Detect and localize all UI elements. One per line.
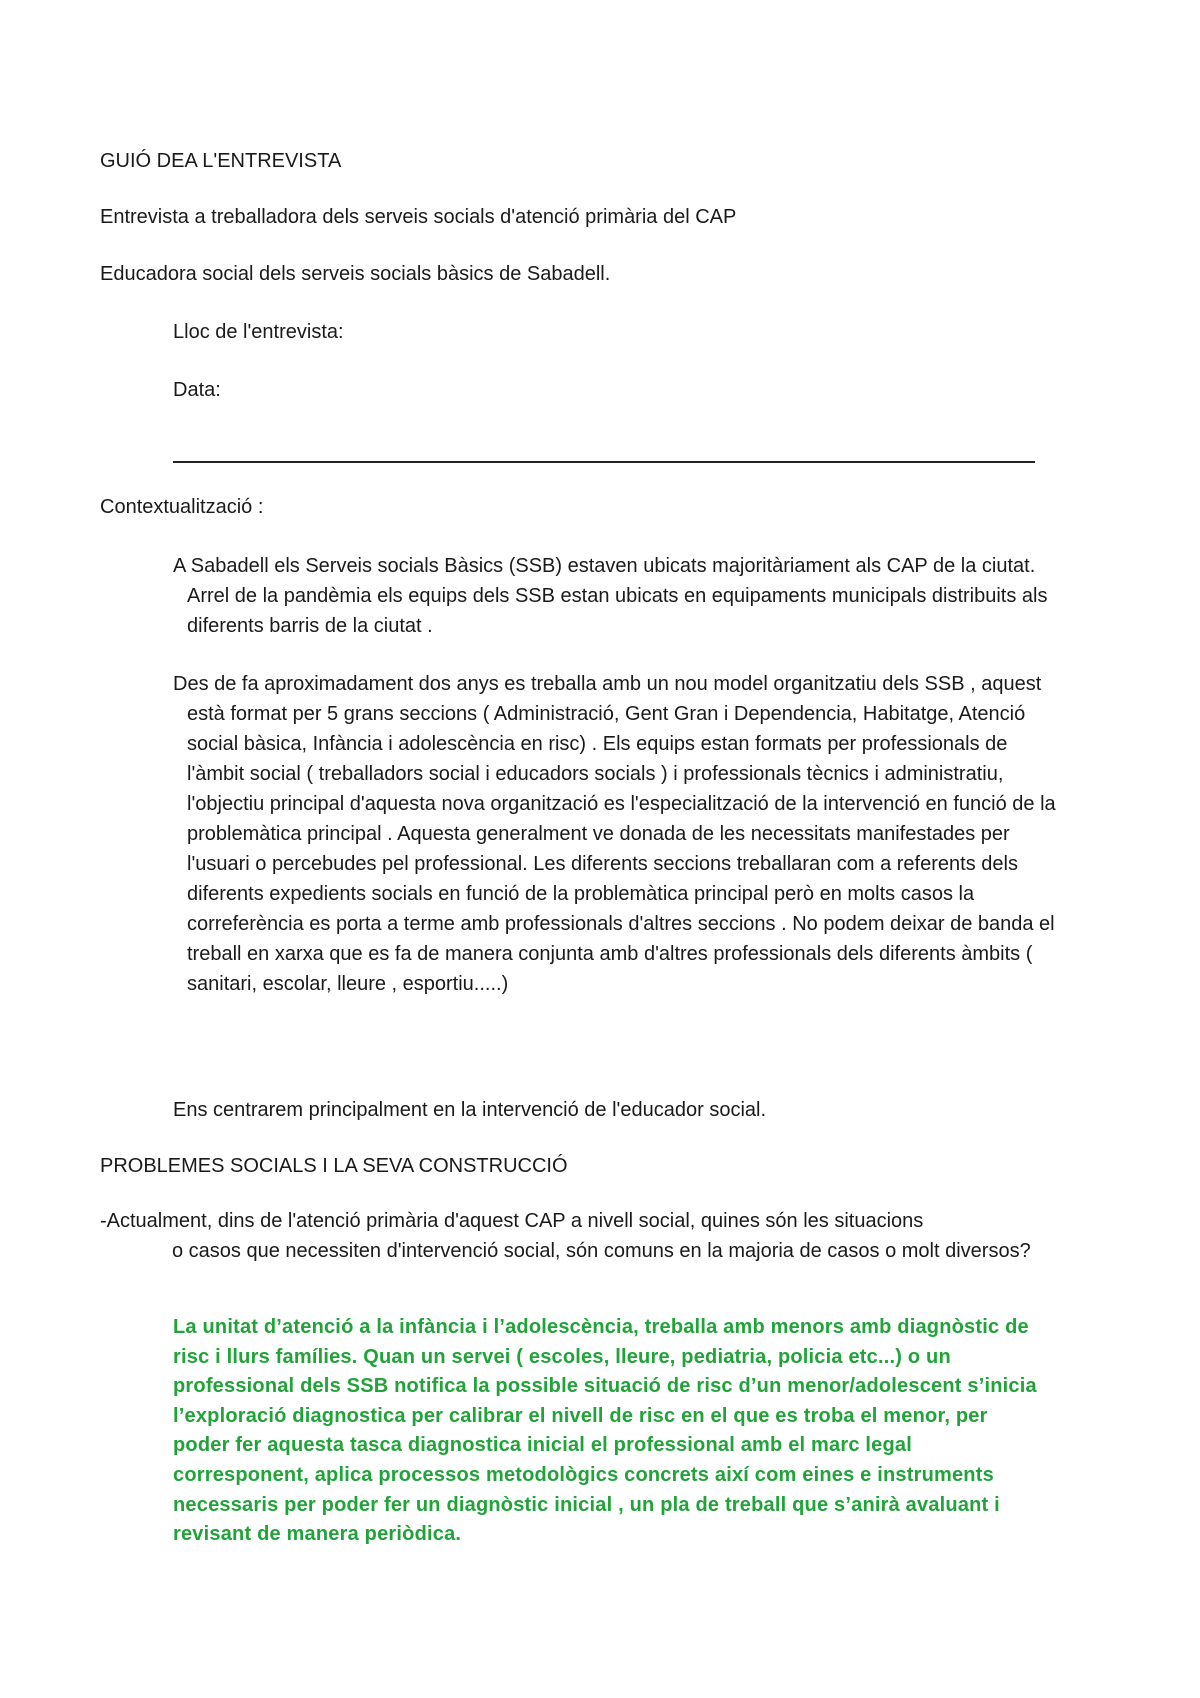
intro-line-role: Educadora social dels serveis socials bàsics de Sabadell. bbox=[100, 263, 611, 285]
place-label: Lloc de l'entrevista: bbox=[173, 321, 344, 343]
question-1-first-line: -Actualment, dins de l'atenció primària d'aquest CAP a nivell social, quines són les situacions bbox=[100, 1210, 924, 1232]
document-title: GUIÓ DEA L'ENTREVISTA bbox=[100, 150, 342, 172]
section-heading: PROBLEMES SOCIALS I LA SEVA CONSTRUCCIÓ bbox=[100, 1155, 568, 1177]
horizontal-rule bbox=[173, 461, 1035, 463]
context-paragraph-focus: Ens centrarem principalment en la intervenció de l'educador social. bbox=[173, 1099, 767, 1121]
context-heading: Contextualització : bbox=[100, 496, 264, 518]
context-paragraph-location: A Sabadell els Serveis socials Bàsics (SSB) estaven ubicats majoritàriament als CAP de la ciutat. Arrel de la pandèmia els equips dels SSB estan ubicats en equipaments municipals distribuits als diferents barris de la ciutat . bbox=[173, 555, 1048, 637]
date-label: Data: bbox=[173, 379, 221, 401]
question-1 bbox=[100, 1206, 1045, 1266]
answer-1: La unitat d’atenció a la infància i l’adolescència, treballa amb menors amb diagnòstic de risc i llurs famílies. Quan un servei ( escoles, lleure, pediatria, policia etc...) o un professional dels SSB notifica la possible situació de risc d’un menor/adolescent s’inicia l’exploració diagnostica per calibrar el nivell de risc en el que es troba el menor, per poder fer aquesta tasca diagnostica inicial el professional amb el marc legal corresponent, aplica processos metodològics concrets així com eines e instruments necessaris per poder fer un diagnòstic inicial , un pla de treball que s’anirà avaluant i revisant de manera periòdica. bbox=[173, 1316, 1037, 1546]
intro-line-interviewee: Entrevista a treballadora dels serveis socials d'atenció primària del CAP bbox=[100, 206, 737, 228]
question-1-continuation: o casos que necessiten d'intervenció social, són comuns en la majoria de casos o molt diversos? bbox=[172, 1240, 1031, 1262]
context-paragraph-model: Des de fa aproximadament dos anys es treballa amb un nou model organitzatiu dels SSB , aquest està format per 5 grans seccions ( Administració, Gent Gran i Dependencia, Habitatge, Atenció social bàsica, Infància i adolescència en risc) . Els equips estan formats per professionals de l'àmbit social ( treballadors social i educadors socials ) i professionals tècnics i administratiu, l'objectiu principal d'aquesta nova organització es l'especialització de la intervenció en funció de la problemàtica principal . Aquesta generalment ve donada de les necessitats manifestades per l'usuari o percebudes pel professional. Les diferents seccions treballaran com a referents dels diferents expedients socials en funció de la problemàtica principal però en molts casos la correferència es porta a terme amb professionals d'altres seccions . No podem deixar de banda el treball en xarxa que es fa de manera conjunta amb d'altres professionals dels diferents àmbits ( sanitari, escolar, lleure , esportiu.....) bbox=[173, 673, 1056, 995]
